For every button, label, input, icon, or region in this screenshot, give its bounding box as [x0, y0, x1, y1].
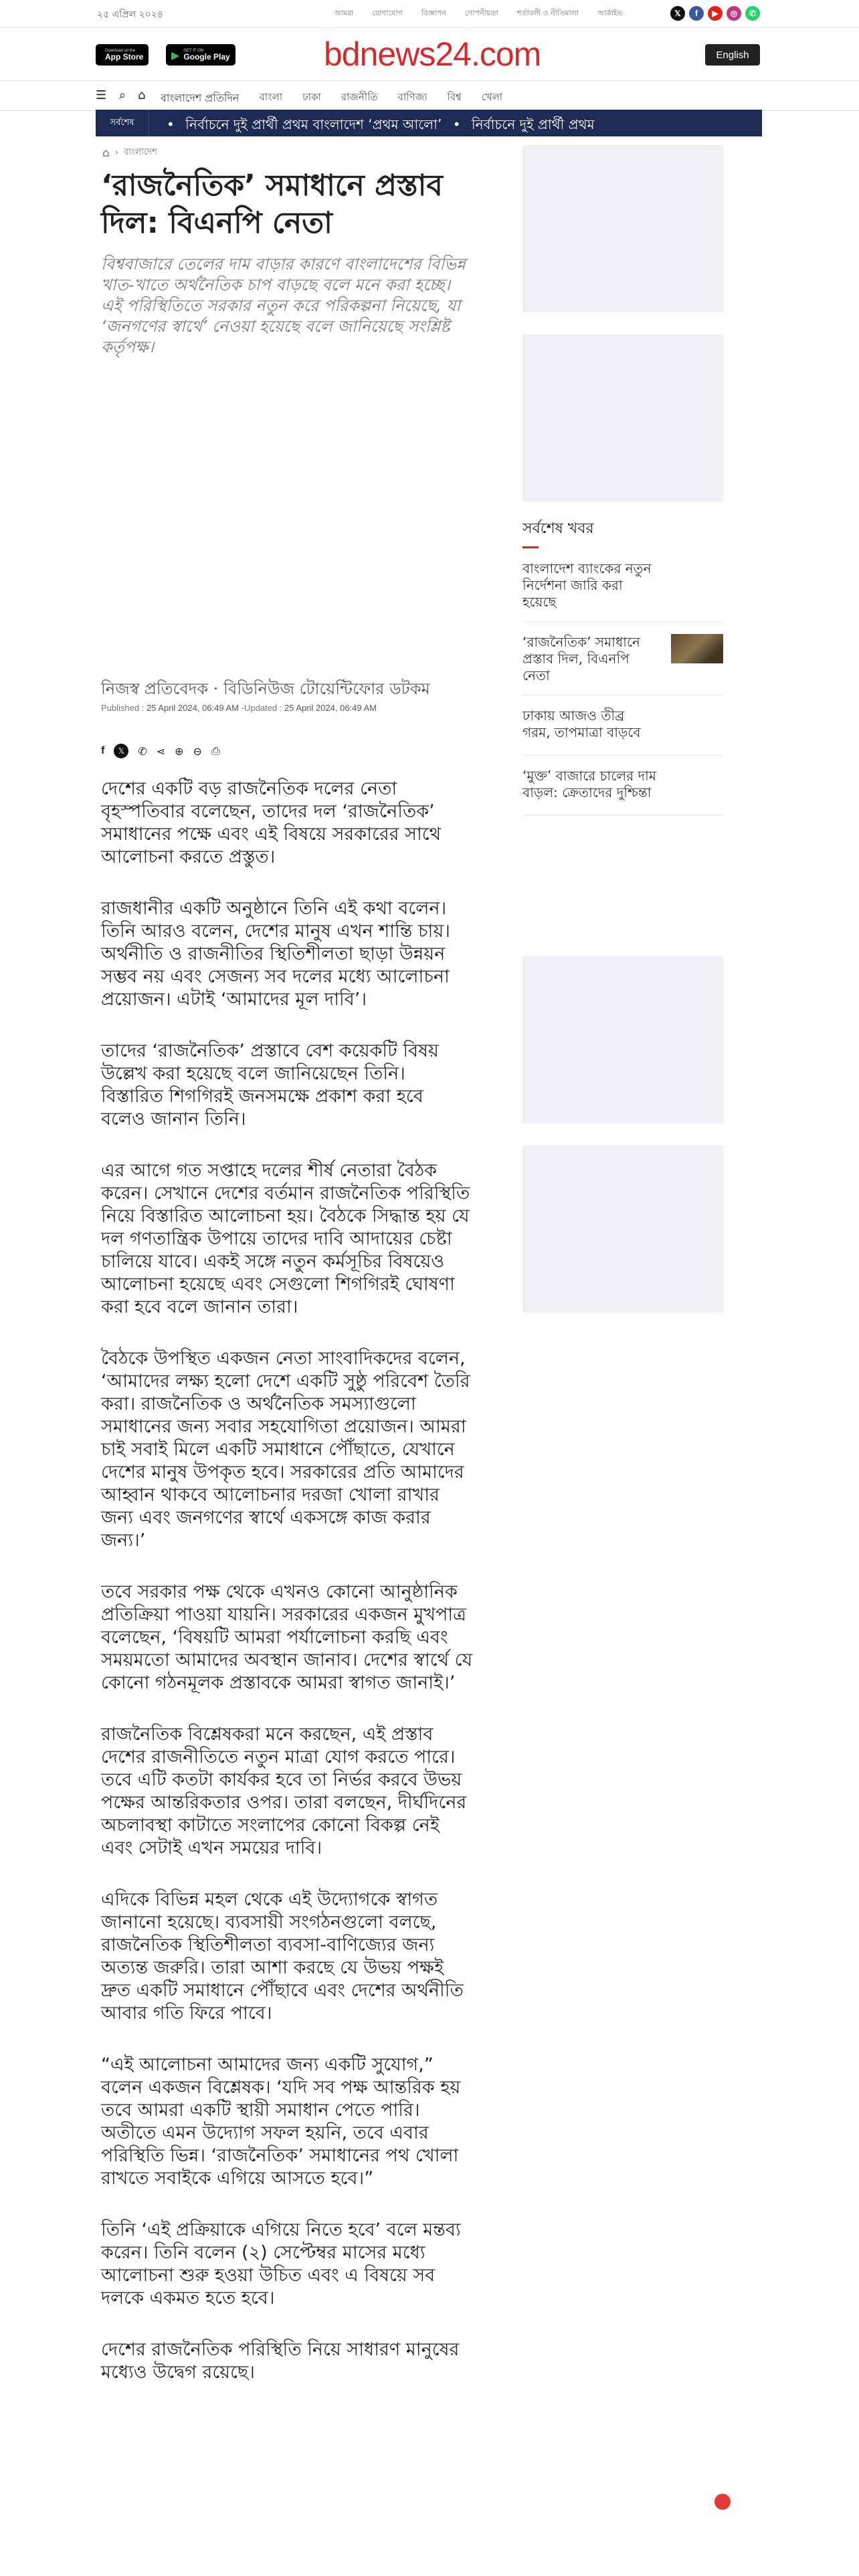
latest-news-heading: সর্বশেষ খবর — [522, 517, 723, 548]
article-header — [101, 167, 469, 358]
latest-news-title[interactable]: ঢাকায় আজও তীব্র গরম, তাপমাত্রা বাড়বে — [522, 708, 641, 740]
article-paragraph: “এই আলোচনা আমাদের জন্য একটি সুযোগ,” বলেন একজন বিশ্লেষক। ‘যদি সব পক্ষ আন্তরিক হয় তবে আমরা একটি স্থায়ী সমাধান পেতে পারি। অতীতে এমন উদ্যোগ সফল হয়নি, তবে এবার পরিস্থিতি ভিন্ন। ‘রাজনৈতিক’ সমাধানের পথ খোলা রাখতে সবাইকে এগিয়ে আসতে হবে।” — [101, 2054, 461, 2189]
home-icon[interactable]: ⌂ — [138, 88, 146, 102]
ad-slot[interactable] — [522, 956, 723, 1123]
latest-news-item[interactable] — [522, 548, 723, 622]
instagram-icon[interactable]: ◎ — [727, 6, 741, 21]
latest-news-thumbnail[interactable] — [671, 634, 723, 663]
breaking-news-ticker — [96, 110, 762, 136]
google-play-button[interactable] — [166, 44, 235, 66]
zoom-in-icon[interactable]: ⊕ — [175, 744, 184, 758]
play-store-icon: ▶ — [171, 48, 180, 62]
current-date: ২৫ এপ্রিল ২০২৪ — [97, 9, 164, 20]
byline — [101, 679, 476, 713]
article-paragraph: রাজধানীর একটি অনুষ্ঠানে তিনি এই কথা বলেন। তিনি আরও বলেন, দেশের মানুষ এখন শান্তি চায়। অর্থনীতি ও রাজনীতির স্থিতিশীলতা ছাড়া উন্নয়ন সম্ভব নয় এবং সেজন্য সব দলের মধ্যে আলোচনা প্রয়োজন। এটাই ‘আমাদের মূল দাবি’। — [101, 898, 450, 1010]
article-paragraph: দেশের রাজনৈতিক পরিস্থিতি নিয়ে সাধারণ মানুষের মধ্যেও উদ্বেগ রয়েছে। — [101, 2339, 460, 2383]
top-link[interactable]: বিজ্ঞাপন — [421, 9, 446, 17]
social-links — [670, 6, 760, 21]
article-paragraph: বৈঠকে উপস্থিত একজন নেতা সাংবাদিকদের বলেন, ‘আমাদের লক্ষ্য হলো দেশে একটি সুষ্ঠু পরিবেশ তৈরি করা। রাজনৈতিক ও অর্থনৈতিক সমস্যাগুলো সমাধানের জন্য সবার সহযোগিতা প্রয়োজন। আমরা চাই সবাই মিলে একটি সমাধানে পৌঁছাতে, যেখানে দেশের মানুষ উপকৃত হবে। সরকারের প্রতি আমাদের আহ্বান থাকবে আলোচনার দরজা খোলা রাখার জন্য এবং জনগণের স্বার্থে একসঙ্গে কাজ করার জন্য।’ — [101, 1348, 470, 1551]
latest-news — [522, 517, 723, 816]
facebook-icon[interactable]: f — [101, 745, 105, 756]
google-play-caption: GET IT ON — [183, 49, 204, 53]
main-nav — [0, 80, 859, 111]
whatsapp-icon[interactable]: ✆ — [745, 6, 760, 21]
top-link[interactable]: শর্তাবলী ও নীতিমালা — [516, 9, 579, 17]
menu-icon[interactable]: ☰ — [96, 88, 107, 102]
x-icon[interactable]: 𝕏 — [670, 6, 685, 21]
media-placeholder — [101, 441, 469, 669]
publish-dates: Published : 25 April 2024, 06:49 AM -Updated : 25 April 2024, 06:49 AM — [101, 703, 377, 713]
top-link[interactable]: আর্কাইভ — [597, 9, 623, 17]
ticker-track: • নির্বাচনে দুই প্রার্থী প্রথম বাংলাদেশ ‘প্রথম আলো’ • নির্বাচনে দুই প্রার্থী প্রথম — [167, 116, 595, 132]
author: নিজস্ব প্রতিবেদক · বিডিনিউজ টোয়েন্টিফোর ডটকম — [101, 679, 430, 698]
ticker-item[interactable]: নির্বাচনে দুই প্রার্থী প্রথম বাংলাদেশ ‘প্রথম আলো’ — [185, 116, 442, 132]
nav-item[interactable]: ঢাকা — [302, 91, 321, 103]
chevron-right-icon: › — [114, 148, 118, 158]
top-link[interactable]: গোপনীয়তা — [464, 9, 498, 17]
site-header — [0, 28, 859, 80]
x-icon[interactable]: 𝕏 — [114, 744, 128, 758]
print-icon[interactable]: ⎙ — [211, 744, 220, 757]
nav-item[interactable]: বাংলা — [259, 91, 283, 103]
home-icon[interactable]: ⌂ — [102, 146, 110, 160]
article-body — [101, 778, 473, 2413]
updated-label: Updated : — [244, 703, 282, 713]
search-icon[interactable]: ⌕ — [119, 88, 126, 102]
share-bar — [101, 744, 220, 758]
top-strip — [0, 0, 859, 28]
article-paragraph: তিনি ‘এই প্রক্রিয়াকে এগিয়ে নিতে হবে’ বলে মন্তব্য করেন। তিনি বলেন (২) সেপ্টেম্বর মাসের মধ্যে আলোচনা শুরু হওয়া উচিত এবং এ বিষয়ে সব দলকে একমত হতে হবে। — [101, 2220, 461, 2309]
ticker-item[interactable]: নির্বাচনে দুই প্রার্থী প্রথম — [471, 116, 595, 132]
latest-news-title[interactable]: ‘মুক্ত’ বাজারে চালের দাম বাড়ল: ক্রেতাদের দুশ্চিন্তা — [522, 768, 656, 800]
latest-news-title[interactable]: বাংলাদেশ ব্যাংকের নতুন নির্দেশনা জারি করা হয়েছে — [522, 560, 652, 610]
whatsapp-icon[interactable]: ✆ — [138, 744, 147, 758]
ad-slot[interactable] — [522, 334, 723, 502]
latest-news-title[interactable]: ‘রাজনৈতিক’ সমাধানে প্রস্তাব দিল, বিএনপি নেতা — [522, 634, 640, 683]
nav-item[interactable]: খেলা — [481, 91, 503, 103]
top-links — [335, 7, 642, 20]
article-paragraph: তাদের ‘রাজনৈতিক’ প্রস্তাবে বেশ কয়েকটি বিষয় উল্লেখ করা হয়েছে বলে জানিয়েছেন তিনি। বিস্তারিত শিগগিরই জনসমক্ষে প্রকাশ করা হবে বলেও জানান তিনি। — [101, 1041, 439, 1130]
latest-news-item[interactable] — [522, 622, 723, 695]
article-subtitle: বিশ্ববাজারে তেলের দাম বাড়ার কারণে বাংলাদেশের বিভিন্ন খাত-খাতে অর্থনৈতিক চাপ বাড়ছে বলে মনে করা হচ্ছে। এই পরিস্থিতিতে সরকার নতুন করে পরিকল্পনা নিয়েছে, যা ‘জনগণের স্বার্থে’ নেওয়া হয়েছে বলে জানিয়েছে সংশ্লিষ্ট কর্তৃপক্ষ। — [101, 255, 466, 356]
zoom-out-icon[interactable]: ⊖ — [193, 744, 202, 758]
scroll-top-button[interactable] — [714, 2494, 731, 2510]
youtube-icon[interactable]: ▶ — [708, 6, 723, 21]
top-link[interactable]: যোগাযোগ — [372, 9, 403, 17]
latest-news-item[interactable] — [522, 695, 723, 756]
app-store-button[interactable] — [96, 44, 149, 66]
nav-item[interactable]: বাংলাদেশ প্রতিদিন — [161, 92, 240, 104]
app-store-caption: Download on the — [105, 49, 136, 53]
ticker-label: সর্বশেষ — [96, 110, 149, 136]
facebook-icon[interactable]: f — [689, 6, 704, 21]
breadcrumb — [102, 146, 157, 160]
nav-item[interactable]: রাজনীতি — [341, 91, 378, 103]
share-icon[interactable]: ⋖ — [156, 744, 166, 758]
article-title: ‘রাজনৈতিক’ সমাধানে প্রস্তাব দিল: বিএনপি নেতা — [101, 169, 443, 240]
published-label: Published : — [101, 703, 145, 713]
article-paragraph: তবে সরকার পক্ষ থেকে এখনও কোনো আনুষ্ঠানিক প্রতিক্রিয়া পাওয়া যায়নি। সরকারের একজন মুখপাত্র বলেছেন, ‘বিষয়টি আমরা পর্যালোচনা করছি এবং সময়মতো আমাদের অবস্থান জানাব। দেশের স্বার্থে যে কোনো গঠনমূলক প্রস্তাবকে আমরা স্বাগত জানাই।’ — [101, 1582, 473, 1693]
app-store-label: App Store — [105, 52, 144, 62]
article-paragraph: দেশের একটি বড় রাজনৈতিক দলের নেতা বৃহস্পতিবার বলেছেন, তাদের দল ‘রাজনৈতিক’ সমাধানের পক্ষে এবং এই বিষয়ে সরকারের সাথে আলোচনা করতে প্রস্তুত। — [101, 778, 442, 867]
ad-slot[interactable] — [522, 1146, 723, 1313]
google-play-label: Google Play — [183, 52, 230, 62]
nav-item[interactable]: বাণিজ্য — [397, 91, 427, 103]
article-paragraph: রাজনৈতিক বিশ্লেষকরা মনে করছেন, এই প্রস্তাব দেশের রাজনীতিতে নতুন মাত্রা যোগ করতে পারে। তবে এটি কতটা কার্যকর হবে তা নির্ভর করবে উভয় পক্ষের আন্তরিকতার ওপর। তারা বলছেন, দীর্ঘদিনের অচলাবস্থা কাটাতে সংলাপের কোনো বিকল্প নেই এবং সেটাই এখন সময়ের দাবি। — [101, 1724, 467, 1858]
site-logo[interactable]: bdnews24.com — [324, 35, 541, 73]
nav-item[interactable]: বিশ্ব — [447, 91, 462, 103]
breadcrumb-section[interactable]: বাংলাদেশ — [124, 147, 157, 157]
article-paragraph: এদিকে বিভিন্ন মহল থেকে এই উদ্যোগকে স্বাগত জানানো হয়েছে। ব্যবসায়ী সংগঠনগুলো বলছে, রাজনৈতিক স্থিতিশীলতা ব্যবসা-বাণিজ্যের জন্য অত্যন্ত জরুরি। তারা আশা করছে যে উভয় পক্ষই দ্রুত একটি সমাধানে পৌঁছাবে এবং দেশের অর্থনীতি আবার গতি ফিরে পাবে। — [101, 1889, 464, 2024]
latest-news-item[interactable] — [522, 756, 723, 816]
english-edition-button[interactable]: English — [705, 44, 760, 66]
published-date: 25 April 2024, 06:49 AM — [146, 703, 239, 713]
ad-slot[interactable] — [522, 145, 723, 312]
updated-date: 25 April 2024, 06:49 AM — [284, 703, 377, 713]
article-paragraph: এর আগে গত সপ্তাহে দলের শীর্ষ নেতারা বৈঠক করেন। সেখানে দেশের বর্তমান রাজনৈতিক পরিস্থিতি নিয়ে বিস্তারিত আলোচনা হয়। বৈঠকে সিদ্ধান্ত হয় যে দল গণতান্ত্রিক উপায়ে তাদের দাবি আদায়ের চেষ্টা চালিয়ে যাবে। একই সঙ্গে নতুন কর্মসূচির বিষয়েও আলোচনা হয়েছে এবং সেগুলো শিগগিরই ঘোষণা করা হবে বলে জানান তারা। — [101, 1160, 470, 1317]
top-link[interactable]: আমরা — [335, 9, 354, 17]
